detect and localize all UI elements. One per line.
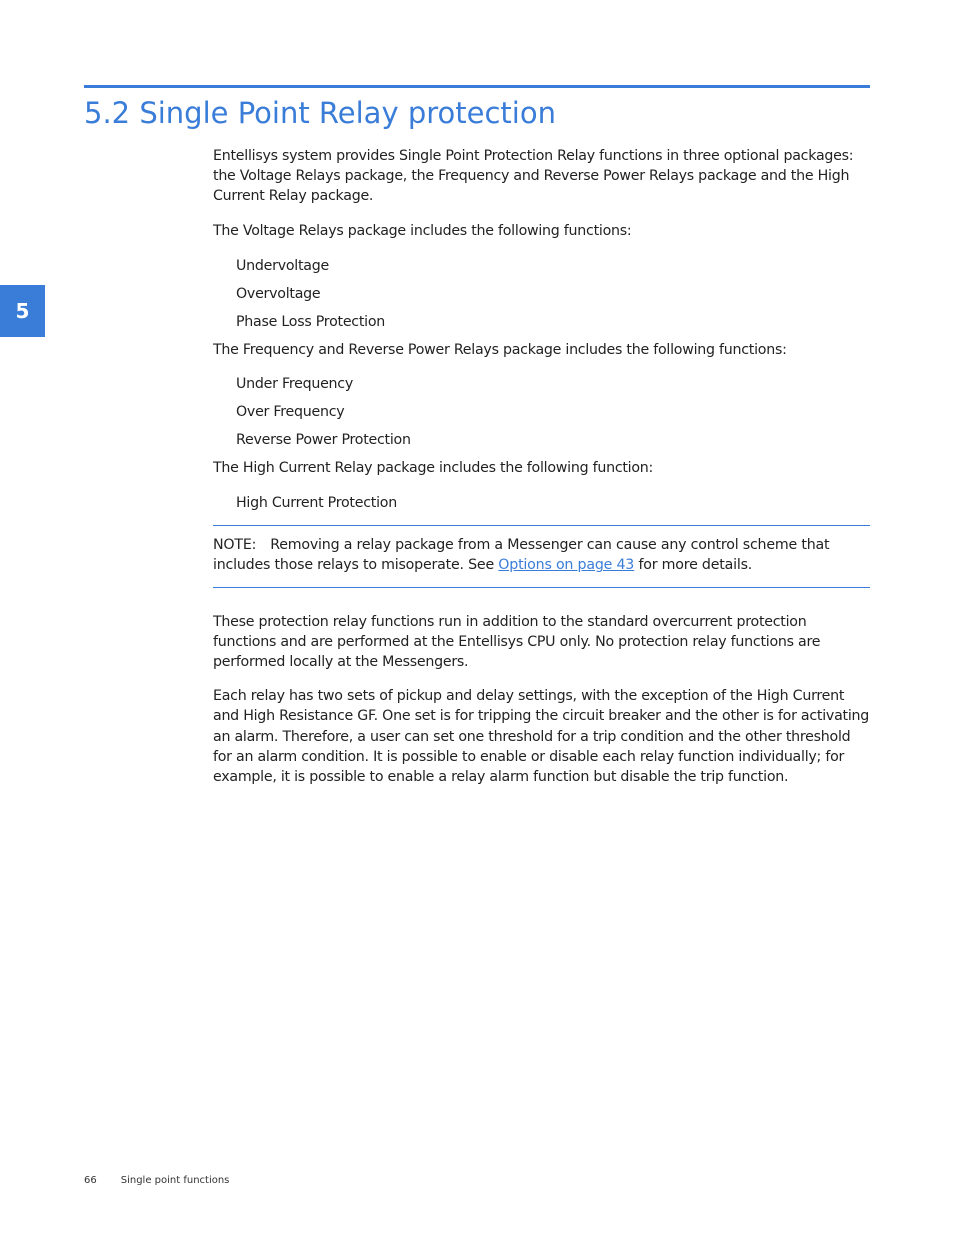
high-current-intro: The High Current Relay package includes the following function:: [213, 460, 654, 477]
page-number: 66: [84, 1175, 97, 1186]
high-current-function-list: [213, 493, 870, 521]
main-content: [213, 146, 870, 787]
note-label: NOTE:: [213, 537, 257, 554]
frequency-function-list: [213, 374, 870, 458]
note-text-before: Removing a relay package from a Messenger can cause any control scheme that includes those relays to misoperate. See: [213, 537, 830, 574]
list-item: Under Frequency: [236, 376, 353, 393]
list-item: Overvoltage: [236, 285, 321, 302]
chapter-tab[interactable]: 5: [0, 285, 45, 337]
page-title: 5.2 Single Point Relay protection: [84, 96, 556, 130]
page-footer: [84, 1175, 229, 1186]
list-item: Over Frequency: [236, 404, 345, 421]
header-rule: [84, 85, 870, 88]
settings-paragraph: Each relay has two sets of pickup and delay settings, with the exception of the High Current and High Resistance GF. One set is for tripping the circuit breaker and the other is for activating an alarm. Therefore, a user can set one threshold for a trip condition and the other threshold for an alarm condition. It is possible to enable or disable each relay function individually; for example, it is possible to enable a relay alarm function but disable the trip function.: [213, 688, 870, 786]
note-box: [213, 525, 870, 587]
list-item: Reverse Power Protection: [236, 432, 411, 449]
options-page-link[interactable]: Options on page 43: [498, 557, 635, 574]
list-item: Undervoltage: [236, 257, 329, 274]
list-item: Phase Loss Protection: [236, 313, 386, 330]
cpu-paragraph: These protection relay functions run in addition to the standard overcurrent protection functions and are performed at the Entellisys CPU only. No protection relay functions are performed locally at the Messengers.: [213, 613, 821, 671]
note-text: [213, 535, 870, 575]
note-text-after: for more details.: [634, 557, 753, 574]
intro-paragraph: Entellisys system provides Single Point Protection Relay functions in three optional packages: the Voltage Relays package, the Frequency and Reverse Power Relays package and the High Current Relay package.: [213, 148, 854, 205]
list-item: High Current Protection: [236, 495, 397, 512]
voltage-function-list: [213, 256, 870, 340]
footer-section-title: Single point functions: [120, 1175, 230, 1186]
frequency-intro: The Frequency and Reverse Power Relays package includes the following functions:: [213, 341, 787, 358]
voltage-intro: The Voltage Relays package includes the following functions:: [213, 222, 632, 239]
